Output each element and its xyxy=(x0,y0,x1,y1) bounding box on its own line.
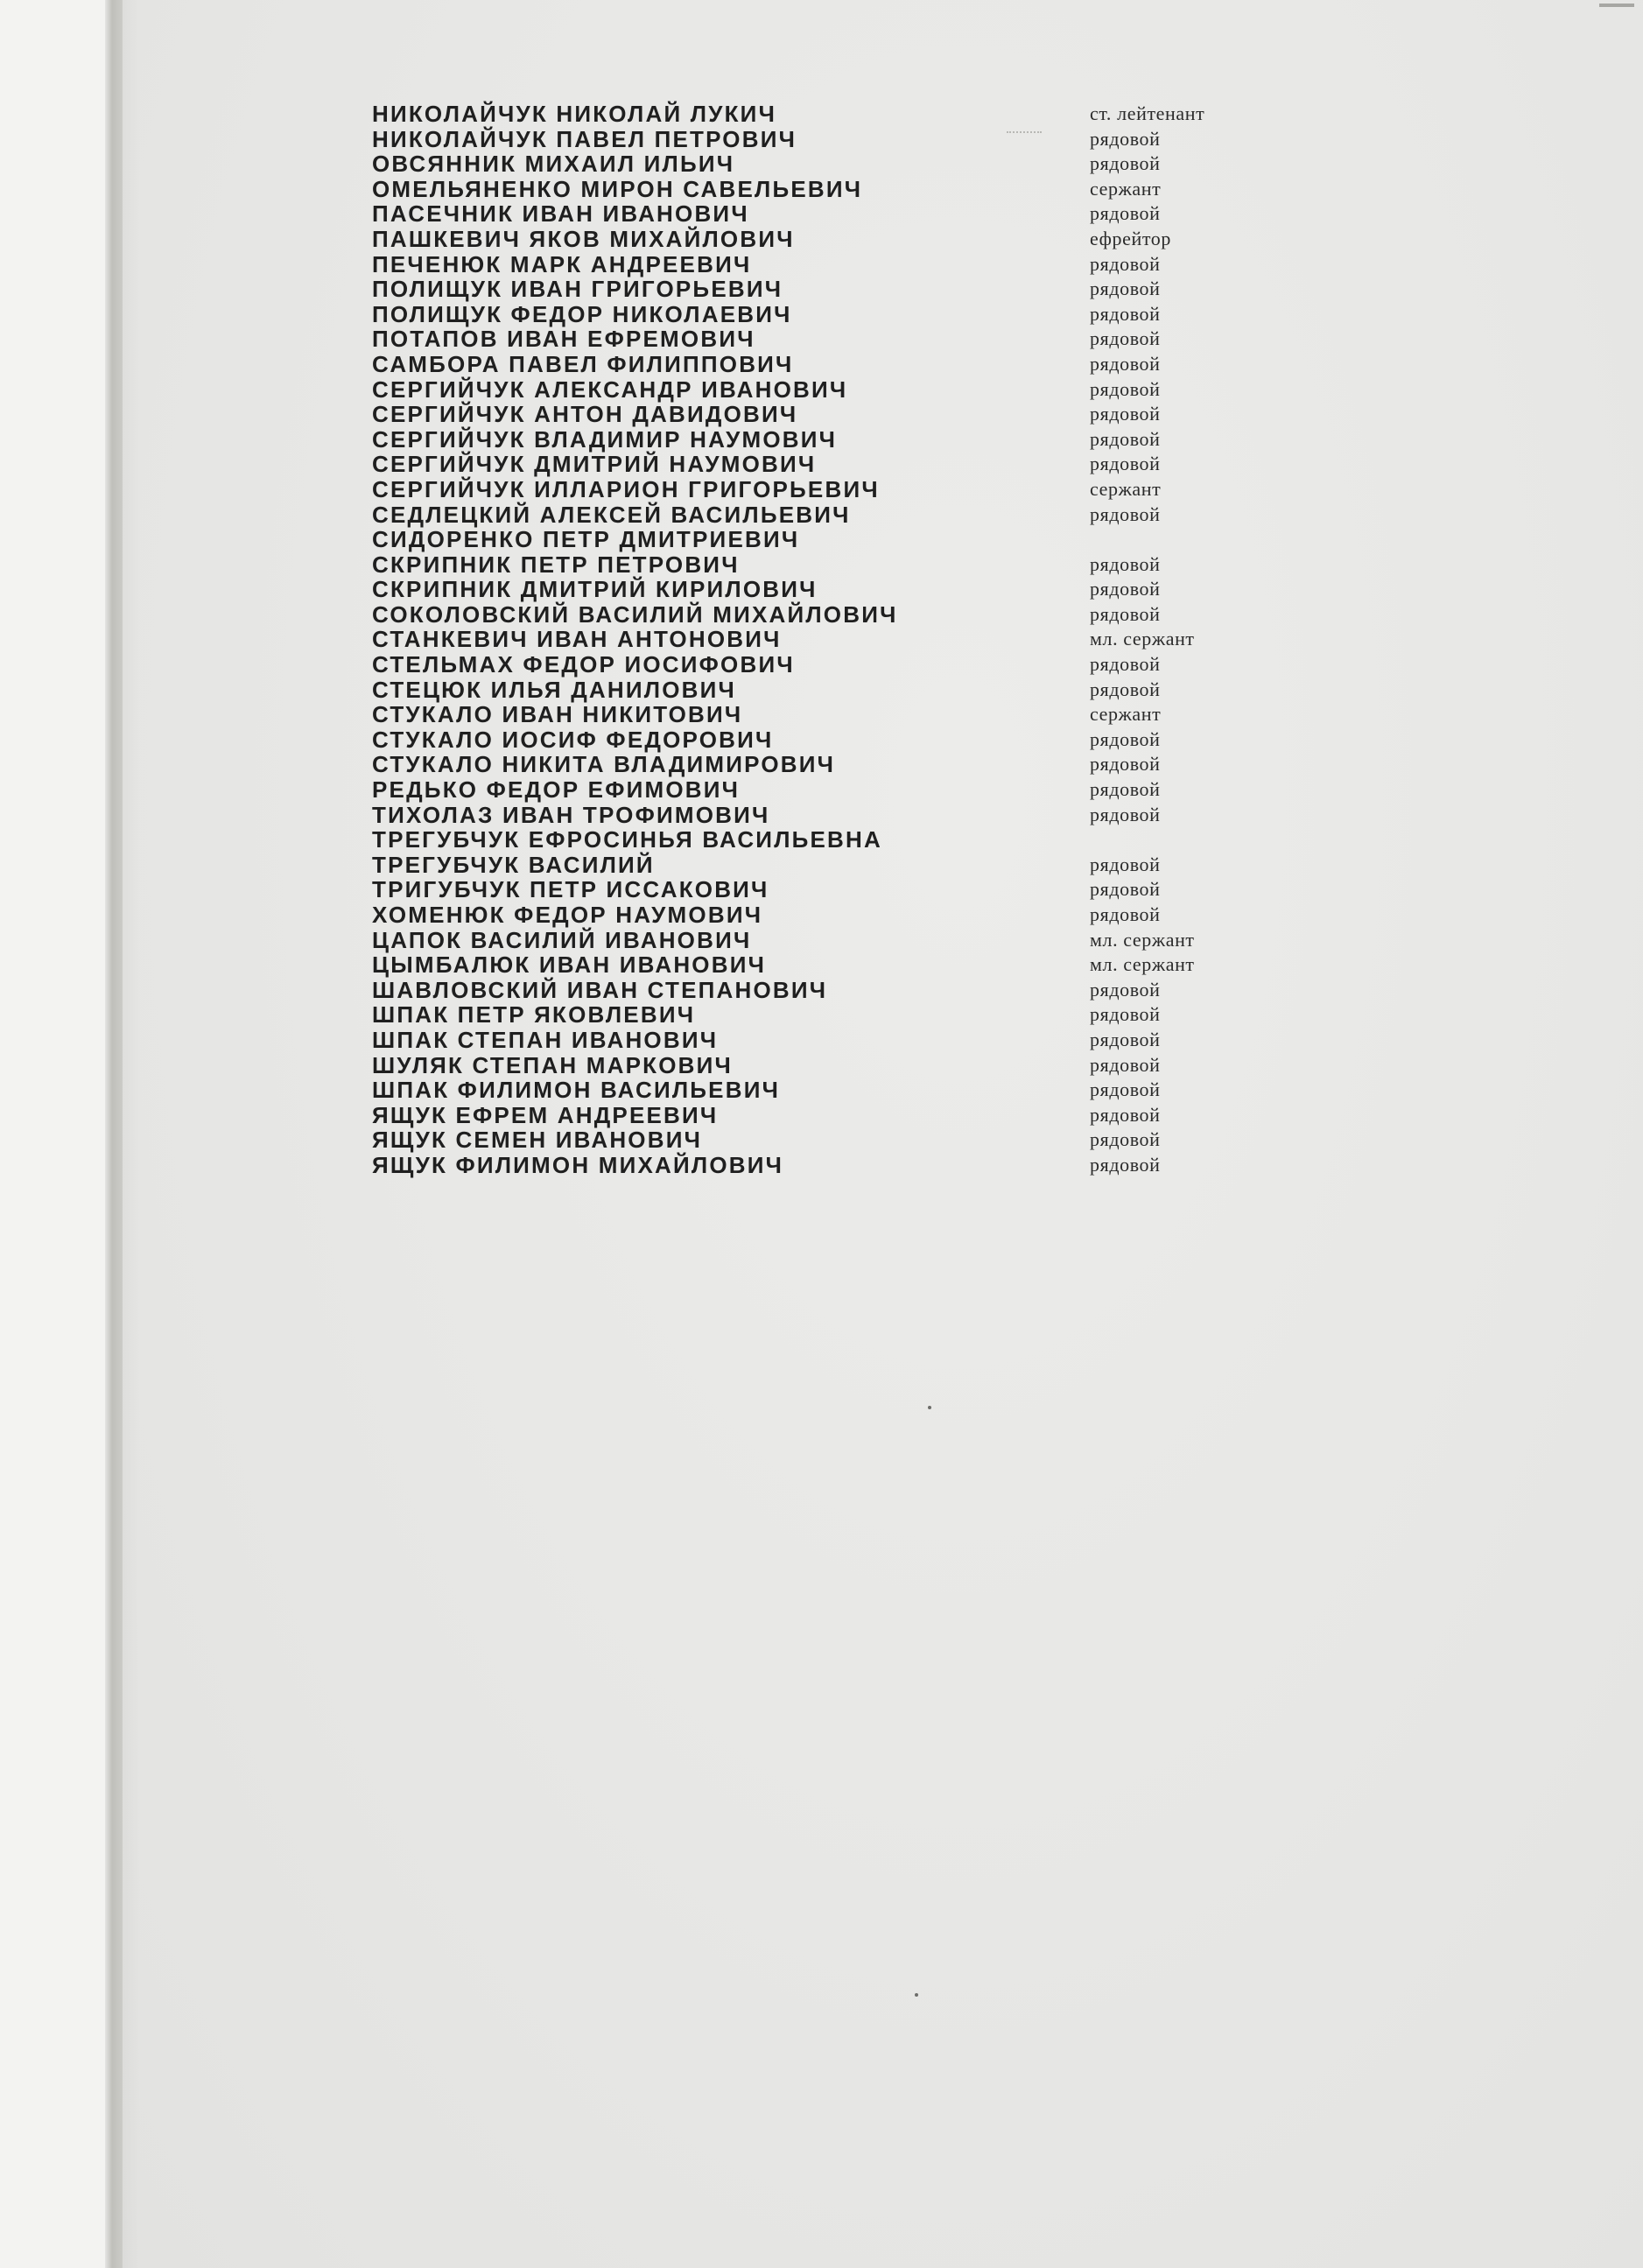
list-item xyxy=(372,853,1300,878)
person-name: ПАШКЕВИЧ ЯКОВ МИХАЙЛОВИЧ xyxy=(372,225,795,252)
list-item xyxy=(372,201,1300,227)
person-name: НИКОЛАЙЧУК ПАВЕЛ ПЕТРОВИЧ xyxy=(372,125,797,152)
military-rank: рядовой xyxy=(1090,978,1161,1001)
military-rank: мл. сержант xyxy=(1090,628,1195,650)
list-item xyxy=(372,652,1300,678)
list-item xyxy=(372,1153,1300,1178)
person-name: ПЕЧЕНЮК МАРК АНДРЕЕВИЧ xyxy=(372,250,752,277)
military-rank: ст. лейтенант xyxy=(1090,102,1205,124)
page-corner-mark xyxy=(1599,4,1634,7)
list-item xyxy=(372,177,1300,202)
list-item xyxy=(372,777,1300,803)
list-item xyxy=(372,803,1300,828)
list-item xyxy=(372,752,1300,777)
military-rank: рядовой xyxy=(1090,127,1161,150)
person-name: СЕРГИЙЧУК ИЛЛАРИОН ГРИГОРЬЕВИЧ xyxy=(372,475,880,502)
person-name: ТИХОЛАЗ ИВАН ТРОФИМОВИЧ xyxy=(372,801,770,828)
military-rank: рядовой xyxy=(1090,1103,1161,1126)
military-rank: рядовой xyxy=(1090,803,1161,825)
military-rank: рядовой xyxy=(1090,453,1161,475)
list-item xyxy=(372,452,1300,477)
military-rank: рядовой xyxy=(1090,578,1161,600)
person-name: ТРИГУБЧУК ПЕТР ИССАКОВИЧ xyxy=(372,876,769,903)
list-item xyxy=(372,327,1300,352)
names-list xyxy=(372,102,1300,1178)
person-name: ХОМЕНЮК ФЕДОР НАУМОВИЧ xyxy=(372,902,763,928)
person-name: СЕРГИЙЧУК ДМИТРИЙ НАУМОВИЧ xyxy=(372,451,817,478)
military-rank: рядовой xyxy=(1090,252,1161,275)
military-rank: рядовой xyxy=(1090,327,1161,350)
military-rank: рядовой xyxy=(1090,352,1161,375)
list-item xyxy=(372,902,1300,928)
person-name: ЯЩУК СЕМЕН ИВАНОВИЧ xyxy=(372,1127,703,1154)
person-name: ПАСЕЧНИК ИВАН ИВАНОВИЧ xyxy=(372,200,749,228)
list-item xyxy=(372,577,1300,602)
list-item xyxy=(372,127,1300,152)
person-name: ЦЫМБАЛЮК ИВАН ИВАНОВИЧ xyxy=(372,951,767,979)
list-item xyxy=(372,227,1300,252)
list-item xyxy=(372,1103,1300,1128)
list-item xyxy=(372,678,1300,703)
person-name: ШПАК СТЕПАН ИВАНОВИЧ xyxy=(372,1026,719,1053)
list-item xyxy=(372,602,1300,628)
person-name: ШПАК ПЕТР ЯКОВЛЕВИЧ xyxy=(372,1001,696,1029)
person-name: СИДОРЕНКО ПЕТР ДМИТРИЕВИЧ xyxy=(372,526,800,553)
military-rank: сержант xyxy=(1090,477,1162,500)
person-name: ТРЕГУБЧУК ВАСИЛИЙ xyxy=(372,851,655,878)
list-item xyxy=(372,102,1300,127)
person-name: НИКОЛАЙЧУК НИКОЛАЙ ЛУКИЧ xyxy=(372,101,777,127)
person-name: ПОЛИЩУК ИВАН ГРИГОРЬЕВИЧ xyxy=(372,276,783,303)
list-item xyxy=(372,252,1300,277)
military-rank: рядовой xyxy=(1090,502,1161,525)
list-item xyxy=(372,302,1300,327)
military-rank: мл. сержант xyxy=(1090,928,1195,951)
list-item xyxy=(372,402,1300,427)
military-rank: рядовой xyxy=(1090,1053,1161,1076)
military-rank: рядовой xyxy=(1090,277,1161,300)
list-item xyxy=(372,952,1300,978)
person-name: ЯЩУК ЕФРЕМ АНДРЕЕВИЧ xyxy=(372,1101,719,1128)
paper-speck xyxy=(928,1406,931,1409)
military-rank: сержант xyxy=(1090,177,1162,200)
person-name: ЯЩУК ФИЛИМОН МИХАЙЛОВИЧ xyxy=(372,1151,784,1178)
person-name: СКРИПНИК ДМИТРИЙ КИРИЛОВИЧ xyxy=(372,576,818,603)
military-rank: рядовой xyxy=(1090,653,1161,676)
list-item xyxy=(372,427,1300,453)
list-item xyxy=(372,1028,1300,1053)
military-rank: рядовой xyxy=(1090,552,1161,575)
person-name: СКРИПНИК ПЕТР ПЕТРОВИЧ xyxy=(372,551,740,578)
person-name: ПОТАПОВ ИВАН ЕФРЕМОВИЧ xyxy=(372,326,755,353)
list-item xyxy=(372,527,1300,552)
military-rank: рядовой xyxy=(1090,753,1161,776)
person-name: СЕДЛЕЦКИЙ АЛЕКСЕЙ ВАСИЛЬЕВИЧ xyxy=(372,501,851,528)
list-item xyxy=(372,377,1300,403)
list-item xyxy=(372,352,1300,377)
list-item xyxy=(372,928,1300,953)
military-rank: рядовой xyxy=(1090,678,1161,700)
military-rank: рядовой xyxy=(1090,1128,1161,1151)
person-name: САМБОРА ПАВЕЛ ФИЛИППОВИЧ xyxy=(372,350,794,377)
military-rank: рядовой xyxy=(1090,1078,1161,1101)
military-rank: сержант xyxy=(1090,703,1162,726)
military-rank: рядовой xyxy=(1090,403,1161,425)
military-rank: рядовой xyxy=(1090,903,1161,925)
person-name: ОМЕЛЬЯНЕНКО МИРОН САВЕЛЬЕВИЧ xyxy=(372,175,863,202)
list-item xyxy=(372,477,1300,502)
military-rank: рядовой xyxy=(1090,878,1161,901)
military-rank: мл. сержант xyxy=(1090,953,1195,976)
person-name: СТУКАЛО ИОСИФ ФЕДОРОВИЧ xyxy=(372,726,774,753)
list-item xyxy=(372,1002,1300,1028)
person-name: ЦАПОК ВАСИЛИЙ ИВАНОВИЧ xyxy=(372,926,752,953)
person-name: ШУЛЯК СТЕПАН МАРКОВИЧ xyxy=(372,1051,733,1078)
person-name: СТАНКЕВИЧ ИВАН АНТОНОВИЧ xyxy=(372,626,782,653)
military-rank: ефрейтор xyxy=(1090,227,1171,249)
list-item xyxy=(372,502,1300,528)
list-item xyxy=(372,702,1300,727)
military-rank: рядовой xyxy=(1090,602,1161,625)
person-name: СТУКАЛО НИКИТА ВЛАДИМИРОВИЧ xyxy=(372,751,836,778)
list-item xyxy=(372,552,1300,578)
list-item xyxy=(372,151,1300,177)
list-item xyxy=(372,827,1300,853)
person-name: СТЕЛЬМАХ ФЕДОР ИОСИФОВИЧ xyxy=(372,651,795,678)
list-item xyxy=(372,627,1300,652)
person-name: СТЕЦЮК ИЛЬЯ ДАНИЛОВИЧ xyxy=(372,676,736,703)
person-name: ШАВЛОВСКИЙ ИВАН СТЕПАНОВИЧ xyxy=(372,976,828,1003)
page-gutter-shadow xyxy=(105,0,140,2268)
military-rank: рядовой xyxy=(1090,377,1161,400)
military-rank: рядовой xyxy=(1090,853,1161,875)
military-rank: рядовой xyxy=(1090,152,1161,175)
person-name: ОВСЯННИК МИХАИЛ ИЛЬИЧ xyxy=(372,151,735,178)
person-name: СОКОЛОВСКИЙ ВАСИЛИЙ МИХАЙЛОВИЧ xyxy=(372,600,898,628)
list-item xyxy=(372,1053,1300,1078)
military-rank: рядовой xyxy=(1090,1003,1161,1026)
person-name: СЕРГИЙЧУК АНТОН ДАВИДОВИЧ xyxy=(372,401,798,428)
list-item xyxy=(372,277,1300,302)
person-name: ТРЕГУБЧУК ЕФРОСИНЬЯ ВАСИЛЬЕВНА xyxy=(372,826,882,853)
military-rank: рядовой xyxy=(1090,778,1161,801)
list-item xyxy=(372,1078,1300,1103)
military-rank: рядовой xyxy=(1090,1153,1161,1176)
military-rank: рядовой xyxy=(1090,202,1161,225)
military-rank: рядовой xyxy=(1090,1028,1161,1050)
military-rank: рядовой xyxy=(1090,727,1161,750)
military-rank: рядовой xyxy=(1090,302,1161,325)
list-item xyxy=(372,1127,1300,1153)
military-rank: рядовой xyxy=(1090,427,1161,450)
list-item xyxy=(372,978,1300,1003)
person-name: СЕРГИЙЧУК АЛЕКСАНДР ИВАНОВИЧ xyxy=(372,376,848,403)
person-name: РЕДЬКО ФЕДОР ЕФИМОВИЧ xyxy=(372,776,741,804)
list-item xyxy=(372,877,1300,902)
person-name: СЕРГИЙЧУК ВЛАДИМИР НАУМОВИЧ xyxy=(372,425,838,453)
paper-speck xyxy=(915,1993,918,1997)
person-name: ШПАК ФИЛИМОН ВАСИЛЬЕВИЧ xyxy=(372,1077,781,1104)
person-name: ПОЛИЩУК ФЕДОР НИКОЛАЕВИЧ xyxy=(372,300,792,327)
person-name: СТУКАЛО ИВАН НИКИТОВИЧ xyxy=(372,701,743,728)
list-item xyxy=(372,727,1300,753)
